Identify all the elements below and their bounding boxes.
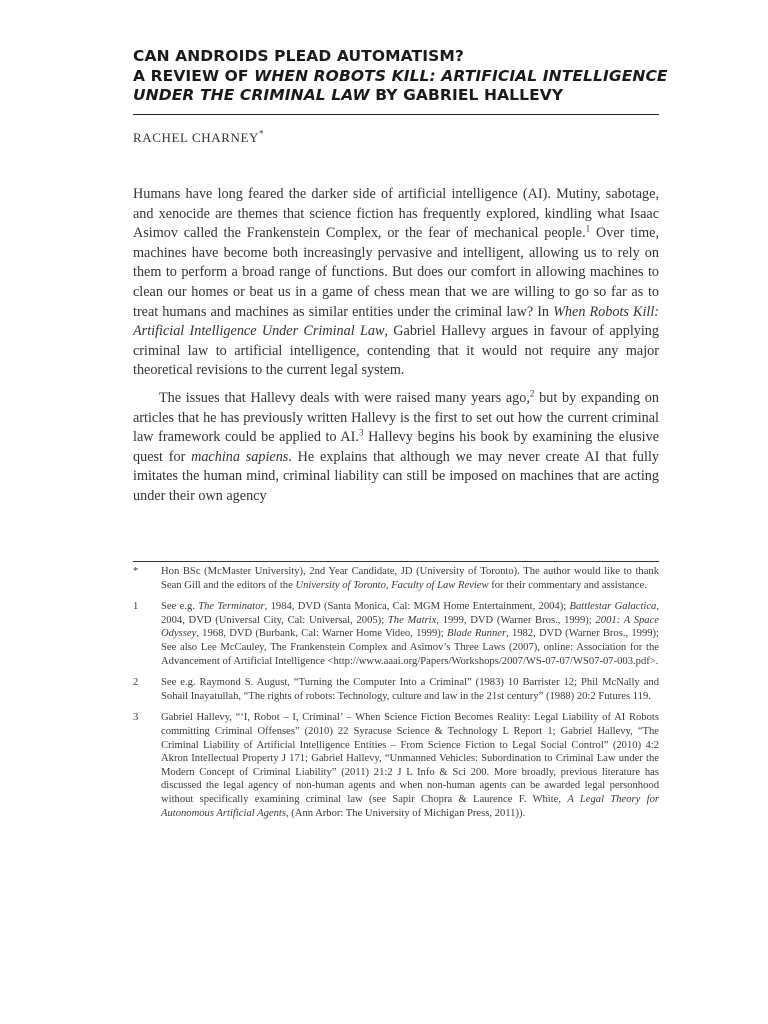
machina-sapiens-italic: machina sapiens [191,448,289,465]
p2-text-c: Hallevy begins his book by examining the elusive quest for [133,429,659,465]
book-title-italic: When Robots Kill: Artificial Intelligence Under Criminal Law [133,303,660,340]
fn1-italic-3: The Matrix [387,614,437,626]
footnote-ref-2[interactable]: 2 [529,388,535,399]
footnote-mark: * [133,566,139,577]
footnote-text [161,711,659,820]
fn-star-text-b: for their commentary and assistance. [488,579,647,591]
fn-star-italic: University of Toronto, Faculty of Law Review [295,579,489,591]
title-line-2-prefix: A REVIEW OF [133,66,255,85]
article-title [133,47,668,106]
fn1-italic-1: The Terminator [198,601,265,613]
footnote-star [133,565,659,592]
p2-text-b: but by expanding on articles that he has previously written Hallevy is the first to set out how the current criminal law framework could be applied to AI. [133,389,659,446]
footnotes [133,565,659,828]
fn1-text-b: , 1984, DVD (Santa Monica, Cal: MGM Home Entertainment, 2004); [264,601,570,613]
book-title-part-2: UNDER THE CRIMINAL LAW [133,86,370,104]
p2-text-a: The issues that Hallevy deals with were raised many years ago, [159,389,530,406]
body-text [133,185,659,507]
fn1-italic-4: 2001: A Space Odyssey [161,614,659,640]
fn1-italic-5: Blade Runner [446,628,507,640]
paragraph-2 [133,389,659,507]
footnote-text [161,600,659,668]
book-title-part-1: WHEN ROBOTS KILL: ARTIFICIAL INTELLIGENCE [254,66,668,85]
fn1-text-f: , 1982, DVD (Warner Bros., 1999); See also Lee McCauley, The Frankenstein Complex and Asimov’s Three Laws (2007), online: Association for the Advancement of Artificial Intelligence <http://www.aaai.org/Papers/Workshops/2007/WS-07-07/WS07-07-003.pdf>. [161,628,660,667]
fn1-text-e: , 1968, DVD (Burbank, Cal: Warner Home Video, 1999); [196,628,447,640]
footnote-text: See e.g. Raymond S. August, “Turning the Computer Into a Criminal” (1983) 10 Barrister 12; Phil McNally and Sohail Inayatullah, “The rights of robots: Technology, culture and law in the 21st century” (1988) 20:2 Futures 119. [161,677,659,702]
p2-text-d: . He explains that although we may never create AI that fully imitates the human mind, criminal liability can still be imposed on machines that are acting under their own agency [133,448,659,504]
footnote-text [161,565,659,592]
footnote-2 [133,676,659,703]
footnote-ref-1[interactable]: 1 [585,223,591,234]
footnote-ref-3[interactable]: 3 [358,427,364,438]
fn3-text-a: Gabriel Hallevy, “‘I, Robot – I, Criminal’ – When Science Fiction Becomes Reality: Legal Liability of AI Robots committing Criminal Offenses” (2010) 22 Syracuse Science & Technology L Report 1; Gabriel Hallevy, “The Criminal Liability of Artificial Intelligence Entities – From Science Fiction to Legal Social Control” (2010) 4:2 Akron Intellectual Property J 171; Gabriel Hallevy, “Unmanned Vehicles: Subordination to Criminal Law under the Modern Concept of Criminal Liability” (2011) 21:2 J L Info & Sci 200. More broadly, previous literature has discussed the legal agency of non-human agents and when non-human agents can be awarded legal personhood without specifically examining criminal law (see Sapir Chopra & Laurence F. White, [161,712,659,805]
footnote-divider [133,561,659,562]
footnote-mark: 3 [133,712,139,724]
title-line-3-suffix: BY GABRIEL HALLEVY [369,86,564,104]
fn1-text-a: See e.g. [161,601,199,613]
p1-text-c: , Gabriel Hallevy argues in favour of applying criminal law to artificial intelligence, contending that it would not require any major theoretical revisions to the current legal system. [133,323,659,379]
paragraph-1 [133,185,659,381]
fn1-italic-2: Battlestar Galactica [569,601,657,613]
footnote-1 [133,600,659,668]
p1-text-a: Humans have long feared the darker side of artificial intelligence (AI). Mutiny, sabotage, and xenocide are themes that science fiction has frequently explored, kindling what Isaac Asimov called the Frankenstein Complex, or the fear of mechanical people. [133,186,659,242]
title-line-3 [133,86,659,106]
author-footnote-mark: * [259,128,265,139]
footnote-mark: 2 [133,677,139,689]
fn3-italic: A Legal Theory for Autonomous Artificial Agents [161,793,659,819]
title-divider [133,114,659,115]
fn1-text-c: , 2004, DVD (Universal City, Cal: Universal, 2005); [161,601,659,626]
author-name: RACHEL CHARNEY [133,130,260,145]
author-byline [133,130,264,146]
fn1-text-d: , 1999, DVD (Warner Bros., 1999); [436,614,596,626]
footnote-mark: 1 [133,601,139,613]
footnote-3 [133,711,659,820]
title-line-1: CAN ANDROIDS PLEAD AUTOMATISM? [133,47,464,65]
p1-text-b: Over time, machines have become both increasingly pervasive and intelligent, allowing us to rely on them to perform a broad range of functions. But does our comfort in allowing machines to clean our homes or beat us in a game of chess mean that we are willing to go so far as to treat humans and machines as similar entities under the criminal law? In [133,225,660,320]
fn-star-text-a: Hon BSc (McMaster University), 2nd Year Candidate, JD (University of Toronto). The author would like to thank Sean Gill and the editors of the [161,566,659,591]
title-line-2 [133,66,668,87]
fn3-text-b: , (Ann Arbor: The University of Michigan Press, 2011)). [285,807,526,819]
